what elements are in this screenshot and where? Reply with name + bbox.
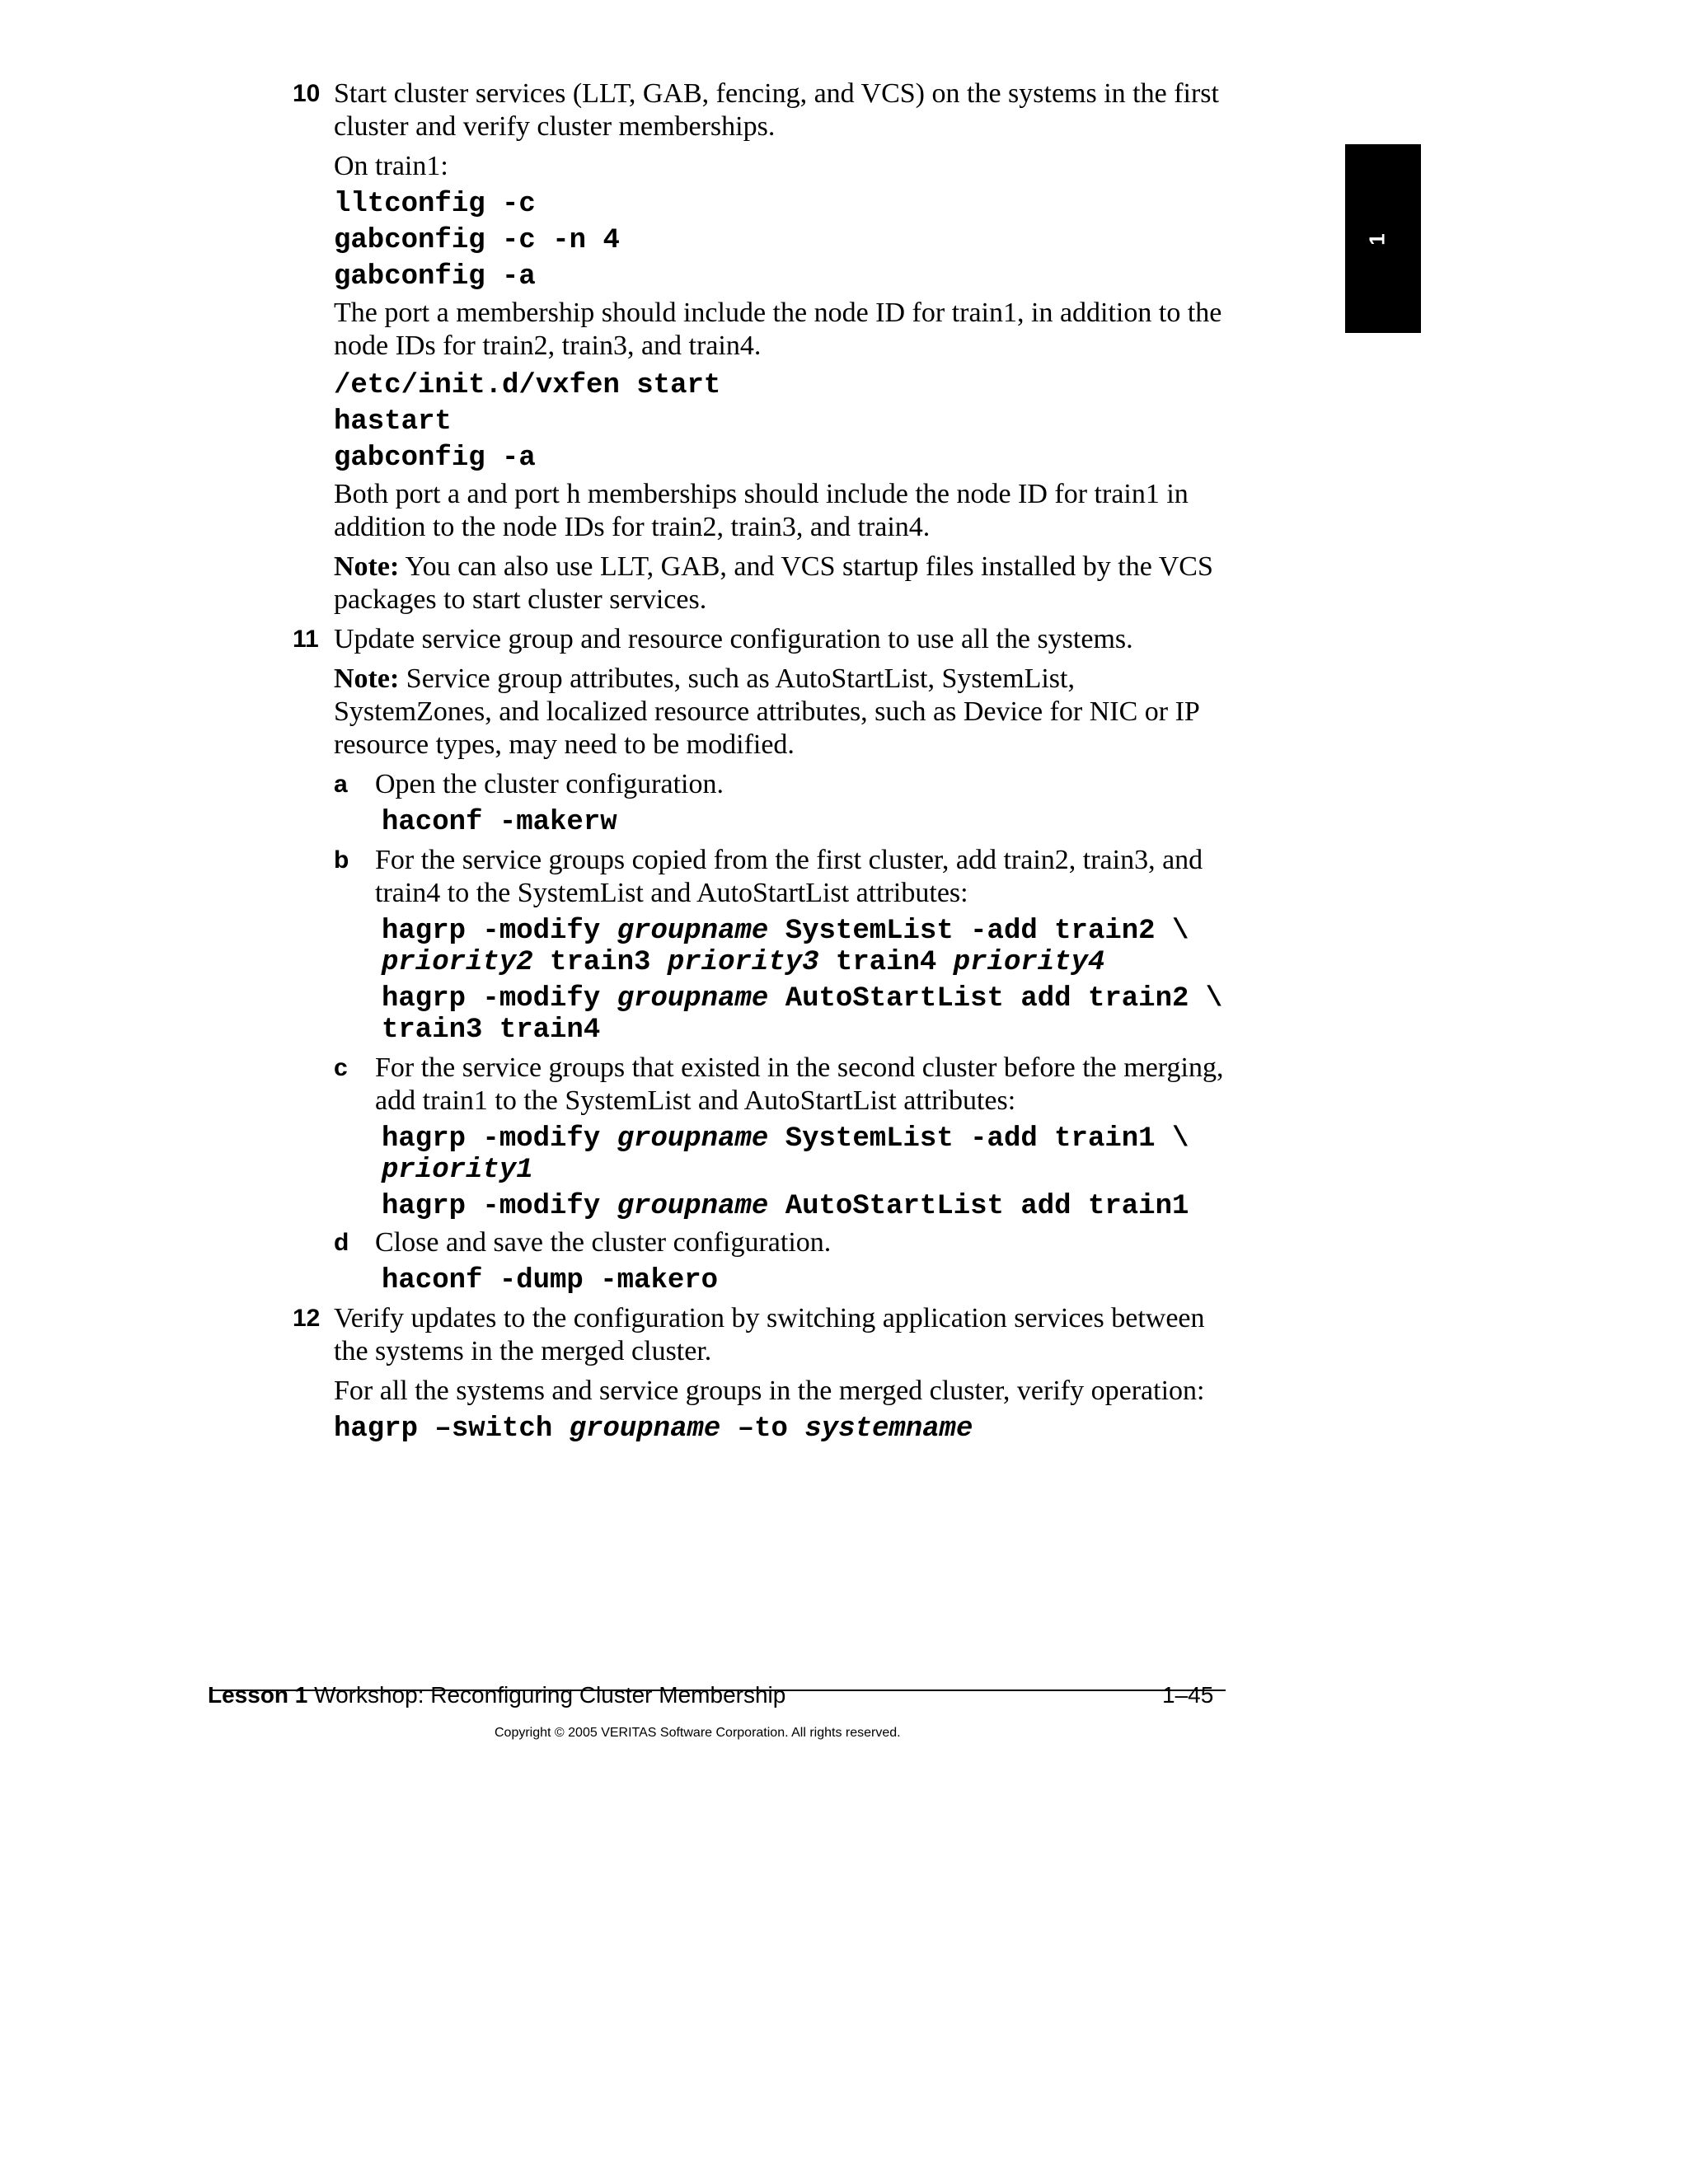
cmd-variable: groupname (569, 1413, 721, 1445)
chapter-tab-label: 1 (1364, 233, 1390, 246)
footer-lesson (208, 1681, 785, 1709)
note-text: You can also use LLT, GAB, and VCS startup files installed by the VCS (399, 551, 1213, 582)
note-text: Service group attributes, such as AutoStartList, SystemList, (399, 663, 1075, 694)
substep-text: add train1 to the SystemList and AutoStartList attributes: (375, 1085, 1016, 1116)
step-text: Start cluster services (LLT, GAB, fencing, and VCS) on the systems in the first (334, 78, 1219, 109)
command: /etc/init.d/vxfen start (334, 370, 721, 401)
command: gabconfig -c -n 4 (334, 225, 620, 256)
substep-text: Close and save the cluster configuration. (375, 1227, 832, 1258)
copyright: Copyright © 2005 VERITAS Software Corporation. All rights reserved. (495, 1726, 901, 1740)
cmd-part: AutoStartList add train1 (768, 1191, 1189, 1222)
cmd-variable: priority3 (667, 947, 819, 978)
step-text: node IDs for train2, train3, and train4. (334, 330, 762, 361)
step-text: On train1: (334, 151, 448, 181)
command: lltconfig -c (334, 189, 536, 220)
note (334, 551, 1213, 583)
cmd-variable: groupname (617, 1123, 769, 1155)
command: train3 train4 (382, 1015, 601, 1046)
step-text: For all the systems and service groups in the merged cluster, verify operation: (334, 1376, 1205, 1406)
lesson-label: Lesson 1 (208, 1682, 308, 1708)
command (382, 1122, 1189, 1155)
cmd-variable: groupname (617, 983, 769, 1015)
note-label: Note: (334, 551, 400, 582)
substep-letter: d (334, 1229, 349, 1256)
cmd-part: hagrp -modify (382, 916, 617, 947)
cmd-variable: groupname (617, 916, 769, 947)
command: gabconfig -a (334, 443, 536, 474)
cmd-part: AutoStartList add train2 \ (768, 983, 1223, 1015)
substep-letter: b (334, 846, 349, 874)
cmd-part: –to (720, 1413, 805, 1445)
cmd-part: train4 (818, 947, 954, 978)
substep-text: train4 to the SystemList and AutoStartList attributes: (375, 878, 968, 908)
step-text: Both port a and port h memberships should include the node ID for train1 in (334, 479, 1189, 509)
step-number: 12 (293, 1305, 321, 1332)
step-text: The port a membership should include the node ID for train1, in addition to the (334, 298, 1222, 328)
cmd-variable: priority1 (382, 1155, 533, 1186)
step-number: 10 (293, 80, 321, 107)
command (382, 915, 1189, 948)
step-text: Update service group and resource configuration to use all the systems. (334, 624, 1133, 654)
note-text: packages to start cluster services. (334, 584, 707, 615)
cmd-variable: groupname (617, 1191, 769, 1222)
command: haconf -dump -makero (382, 1265, 719, 1296)
cmd-variable: systemname (804, 1413, 973, 1445)
cmd-variable: priority4 (953, 947, 1105, 978)
cmd-part: SystemList -add train1 \ (768, 1123, 1189, 1155)
substep-letter: a (334, 771, 348, 798)
command (382, 1190, 1189, 1223)
step-text: cluster and verify cluster memberships. (334, 111, 776, 142)
page-number: 1–45 (1162, 1682, 1214, 1708)
step-number: 11 (293, 626, 319, 653)
step-text: Verify updates to the configuration by switching application services between (334, 1303, 1205, 1333)
command (382, 1154, 533, 1187)
cmd-part: SystemList -add train2 \ (768, 916, 1189, 947)
command: haconf -makerw (382, 807, 617, 838)
command (382, 946, 1104, 979)
command: gabconfig -a (334, 261, 536, 293)
step-text: addition to the node IDs for train2, train3, and train4. (334, 512, 931, 542)
command: hastart (334, 406, 452, 438)
chapter-tab (1345, 144, 1421, 333)
substep-text: For the service groups that existed in the second cluster before the merging, (375, 1052, 1224, 1083)
command (382, 982, 1222, 1015)
lesson-title: Workshop: Reconfiguring Cluster Membership (307, 1682, 786, 1708)
cmd-part: hagrp -modify (382, 1123, 617, 1155)
cmd-part: hagrp –switch (334, 1413, 570, 1445)
substep-text: For the service groups copied from the first cluster, add train2, train3, and (375, 845, 1203, 875)
substep-letter: c (334, 1054, 348, 1081)
cmd-part: train3 (532, 947, 668, 978)
cmd-variable: priority2 (382, 947, 533, 978)
note-label: Note: (334, 663, 400, 694)
note (334, 663, 1075, 696)
note-text: resource types, may need to be modified. (334, 729, 795, 760)
cmd-part: hagrp -modify (382, 983, 617, 1015)
cmd-part: hagrp -modify (382, 1191, 617, 1222)
note-text: SystemZones, and localized resource attributes, such as Device for NIC or IP (334, 696, 1200, 727)
step-text: the systems in the merged cluster. (334, 1336, 712, 1366)
command (334, 1413, 973, 1446)
substep-text: Open the cluster configuration. (375, 769, 724, 799)
